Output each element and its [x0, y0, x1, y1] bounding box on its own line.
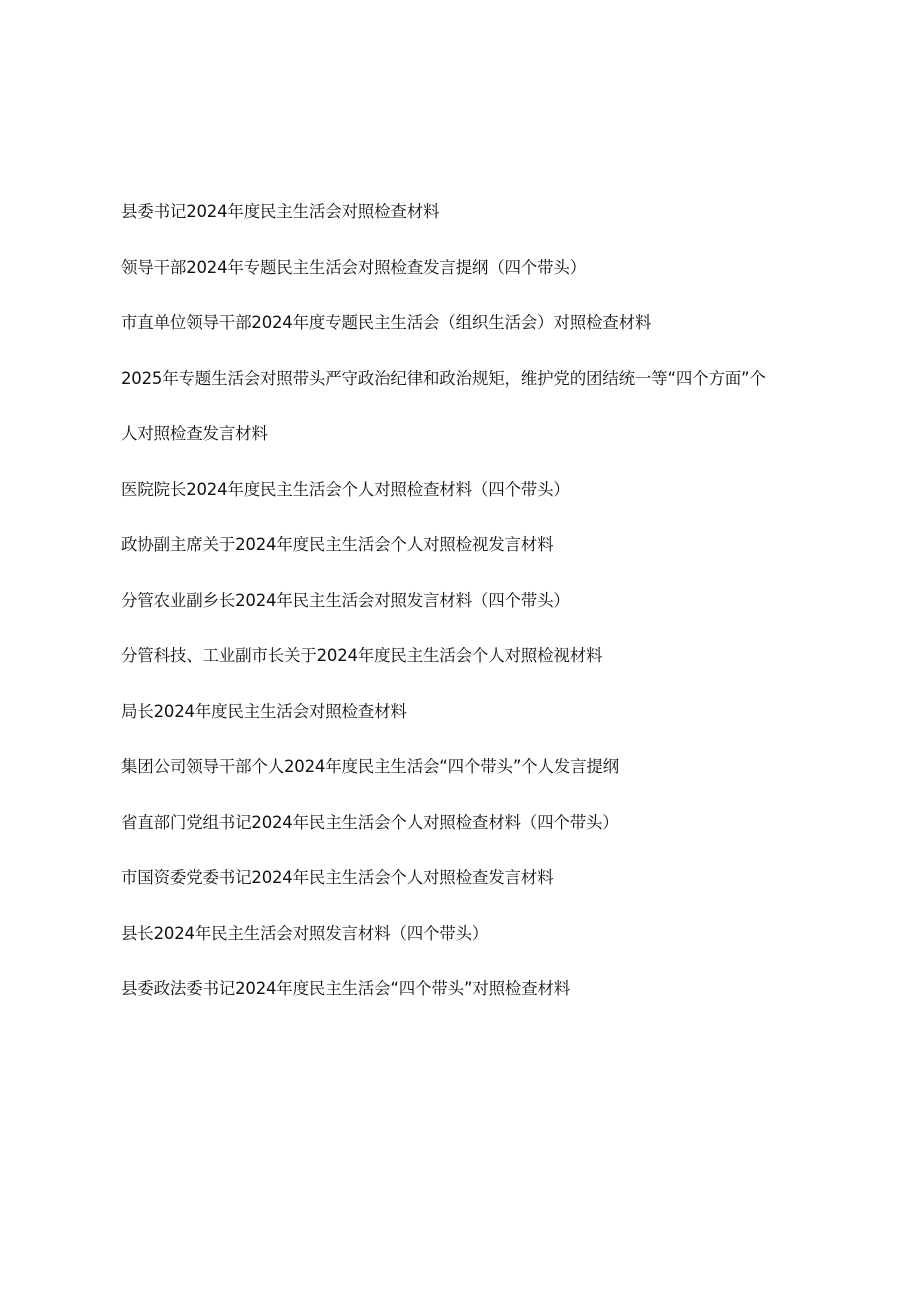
- list-item: [121, 850, 781, 906]
- list-item-text: 领导干部2024年专题民主生活会对照检查发言提纲（四个带头）: [121, 257, 586, 277]
- list-item: [121, 906, 781, 962]
- list-item: [121, 739, 781, 795]
- list-item: [121, 961, 781, 1017]
- list-item-text: 县长2024年民主生活会对照发言材料（四个带头）: [121, 923, 489, 943]
- list-item-text: 2025年专题生活会对照带头严守政治纪律和政治规矩，维护党的团结统一等“四个方面”个人对照检查发言材料: [121, 368, 766, 443]
- list-item-text: 县委书记2024年度民主生活会对照检查材料: [121, 202, 440, 221]
- list-item: [121, 628, 781, 684]
- list-item-text: 医院院长2024年度民主生活会个人对照检查材料（四个带头）: [121, 479, 570, 499]
- list-item: [121, 573, 781, 629]
- list-item: [121, 795, 781, 851]
- list-item-text: 市直单位领导干部2024年度专题民主生活会（组织生活会）对照检查材料: [121, 313, 652, 332]
- list-item-text: 局长2024年度民主生活会对照检查材料: [121, 701, 407, 721]
- list-item-text: 政协副主席关于2024年度民主生活会个人对照检视发言材料: [121, 535, 554, 554]
- list-item: [121, 240, 781, 296]
- list-item-text: 省直部门党组书记2024年民主生活会个人对照检查材料（四个带头）: [121, 812, 619, 832]
- list-item: [121, 184, 781, 240]
- list-item-text: 县委政法委书记2024年度民主生活会“四个带头”对照检查材料: [121, 979, 571, 998]
- list-item-text: 集团公司领导干部个人2024年度民主生活会“四个带头”个人发言提纲: [121, 757, 619, 776]
- list-item: [121, 351, 781, 462]
- list-item: [121, 295, 781, 351]
- list-item: [121, 684, 781, 740]
- list-item: [121, 517, 781, 573]
- list-item-text: 分管科技、工业副市长关于2024年度民主生活会个人对照检视材料: [121, 646, 603, 665]
- list-item-text: 市国资委党委书记2024年民主生活会个人对照检查发言材料: [121, 868, 554, 887]
- list-item: [121, 462, 781, 518]
- list-item-text: 分管农业副乡长2024年民主生活会对照发言材料（四个带头）: [121, 590, 570, 610]
- document-title-list: [121, 184, 781, 1017]
